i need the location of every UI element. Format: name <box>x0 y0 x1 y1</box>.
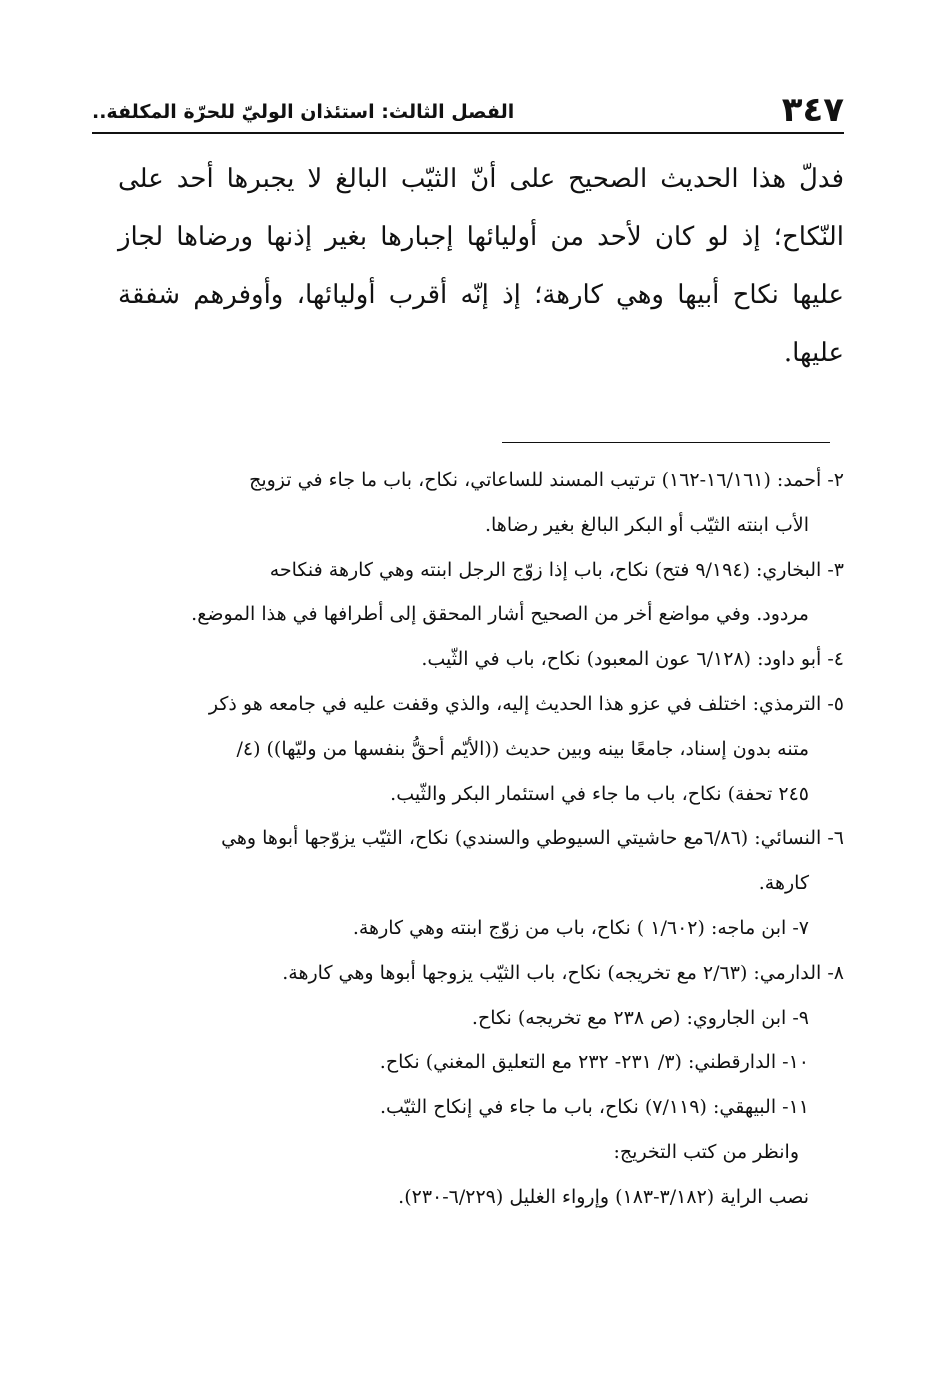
page-header <box>92 88 844 134</box>
footnote-3 <box>110 548 844 638</box>
footnote-line: ٣- البخاري: (٩/١٩٤ فتح) نكاح، باب إذا زوّج الرجل ابنته وهي كارهة فنكاحه <box>269 558 844 581</box>
footnote-line: ٥- الترمذي: اختلف في عزو هذا الحديث إليه، والذي وقفت عليه في جامعه هو ذكر <box>208 692 844 715</box>
footnote-line: ٩- ابن الجاروي: (ص ٢٣٨ مع تخريجه) نكاح. <box>471 1006 809 1029</box>
footnote-line: كارهة. <box>758 872 809 895</box>
running-title: الفصل الثالث: استئذان الوليّ للحرّة المكلفة.. <box>92 101 515 123</box>
footnote-line: ١١- البيهقي: (٧/١١٩) نكاح، باب ما جاء في إنكاح الثيّب. <box>379 1096 809 1119</box>
footnote-11 <box>110 1085 844 1130</box>
see-also-text: نصب الراية (٣/١٨٢-١٨٣) وإرواء الغليل (٦/٢٢٩-٢٣٠). <box>398 1185 809 1208</box>
footnote-5 <box>110 682 844 816</box>
footnote-line: الأب ابنته الثيّب أو البكر البالغ بغير رضاها. <box>484 513 809 536</box>
footnote-line: ٧- ابن ماجه: (١/٦٠٢ ) نكاح، باب من زوّج ابنته وهي كارهة. <box>352 916 809 939</box>
footnote-line: مردود. وفي مواضع أخر من الصحيح أشار المحقق إلى أطرافها في هذا الموضع. <box>191 603 809 626</box>
footnote-line: ٤- أبو داود: (٦/١٢٨ عون المعبود) نكاح، باب في الثّيب. <box>421 648 844 671</box>
footnotes <box>110 458 844 1220</box>
footnote-8 <box>110 951 844 996</box>
footnote-7 <box>110 906 844 951</box>
main-text <box>118 150 844 382</box>
footnote-line: ٦- النسائي: (٦/٨٦مع حاشيتي السيوطي والسندي) نكاح، الثيّب يزوّجها أبوها وهي <box>221 827 844 850</box>
footnote-line: ٨- الدارمي: (٢/٦٣ مع تخريجه) نكاح، باب الثيّب يزوجها أبوها وهي كارهة. <box>282 961 844 984</box>
footnote-2 <box>110 458 844 548</box>
footnote-separator <box>502 442 830 443</box>
body-paragraph: فدلّ هذا الحديث الصحيح على أنّ الثيّب البالغ لا يجبرها أحد على النّكاح؛ إذ لو كان لأحد من أوليائها إجبارها بغير إذنها ورضاها لجاز عليها نكاح أبيها وهي كارهة؛ إذ إنّه أقرب أوليائها، وأوفرهم شفقة عليها. <box>118 164 844 368</box>
see-also <box>110 1130 844 1220</box>
page-number: ٣٤٧ <box>781 90 844 130</box>
footnote-9 <box>110 996 844 1041</box>
footnote-line: ١٠- الدارقطني: (٣/ ٢٣١- ٢٣٢ مع التعليق المغني) نكاح. <box>379 1051 809 1074</box>
footnote-10 <box>110 1040 844 1085</box>
footnote-6 <box>110 816 844 906</box>
see-also-label: وانظر من كتب التخريج: <box>613 1140 799 1163</box>
footnote-4 <box>110 637 844 682</box>
footnote-line: ٢٤٥ تحفة) نكاح، باب ما جاء في استئمار البكر والثّيب. <box>390 782 809 805</box>
footnote-line: متنه بدون إسناد، جامعًا بينه وبين حديث ((الأيّم أحقُّ بنفسها من وليّها)) (٤/ <box>236 737 809 760</box>
footnote-line: ٢- أحمد: (١٦/١٦١-١٦٢) ترتيب المسند للساعاتي، نكاح، باب ما جاء في تزويج <box>249 469 844 491</box>
